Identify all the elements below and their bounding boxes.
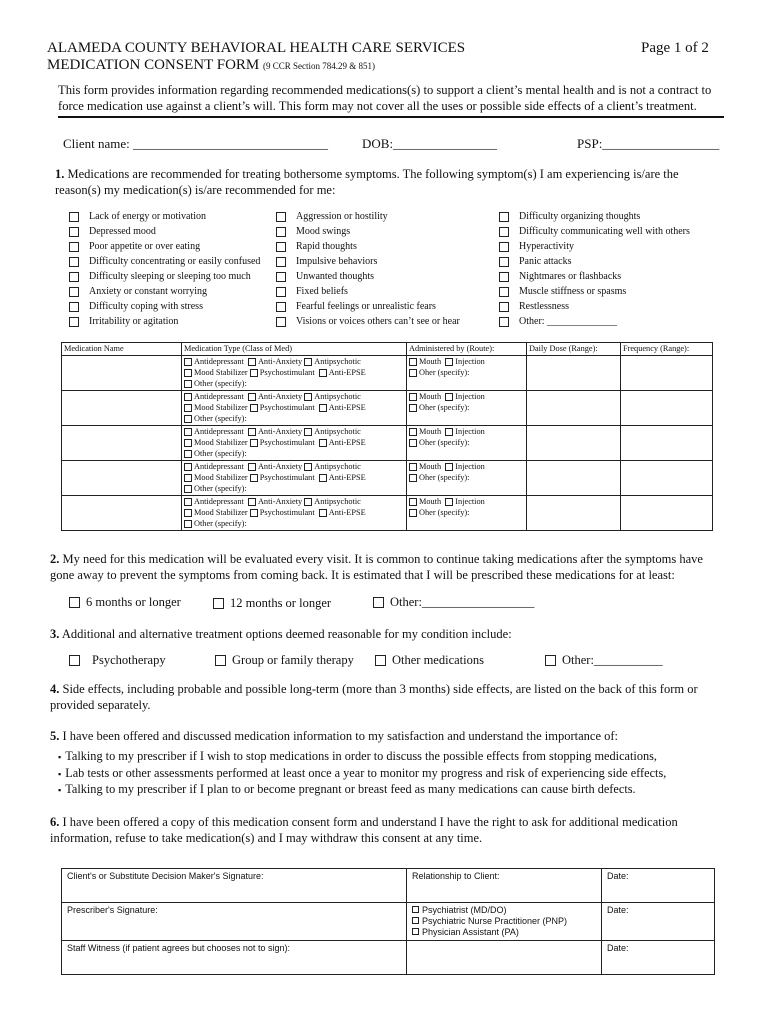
option-label: Anti-Anxiety <box>257 497 303 506</box>
frequency-cell[interactable] <box>621 461 713 496</box>
symptom-label: Irritability or agitation <box>89 316 179 327</box>
agency-title: ALAMEDA COUNTY BEHAVIORAL HEALTH CARE SERVICES <box>47 40 466 56</box>
medication-name-cell[interactable] <box>62 356 182 391</box>
checkbox[interactable] <box>276 257 286 267</box>
symptom-item[interactable] <box>276 284 496 299</box>
option-label: Mouth <box>419 462 442 471</box>
option-label: Injection <box>455 462 485 471</box>
question-number: 6. <box>50 815 60 829</box>
question-3-text: Additional and alternative treatment options deemed reasonable for my condition include: <box>61 627 512 641</box>
route-cell <box>407 461 527 496</box>
checkbox[interactable] <box>276 227 286 237</box>
question-2-text: My need for this medication will be evaluated every visit. It is common to continue taking medications after the symptoms have gone away to prevent the symptoms from coming back. It is estimated that I will be prescribed these medications for at least: <box>50 552 703 582</box>
route-cell <box>407 356 527 391</box>
checkbox[interactable] <box>248 428 256 436</box>
checkbox[interactable] <box>250 474 258 482</box>
checkbox[interactable] <box>319 404 327 412</box>
symptom-label: Visions or voices others can’t see or hear <box>296 316 460 327</box>
client-name-field[interactable]: Client name: ______________________________ <box>63 136 329 151</box>
medication-type-cell <box>182 496 407 531</box>
list-item: ▪ Lab tests or other assessments performed at least once a year to monitor my progress and risk of experiencing side effects, <box>58 766 738 783</box>
symptom-item[interactable] <box>69 299 274 314</box>
option-label: Injection <box>455 427 485 436</box>
option-label: Psychostimulant <box>259 438 315 447</box>
symptom-item[interactable] <box>499 299 719 314</box>
symptom-item[interactable] <box>69 224 274 239</box>
prescriber-type-options <box>407 903 602 941</box>
symptom-label: Rapid thoughts <box>296 241 357 252</box>
checkbox[interactable] <box>499 257 509 267</box>
option-label: Anti-Anxiety <box>257 462 303 471</box>
checkbox[interactable] <box>319 369 327 377</box>
checkbox[interactable] <box>276 272 286 282</box>
symptom-label: Fearful feelings or unrealistic fears <box>296 301 436 312</box>
form-title-line <box>47 57 375 75</box>
question-5 <box>50 728 730 744</box>
option-label: Oher (specify): <box>419 368 470 377</box>
checkbox[interactable] <box>184 358 192 366</box>
dob-field[interactable]: DOB:________________ <box>362 136 498 151</box>
medication-table <box>61 342 713 531</box>
option-label: Other:___________ <box>562 653 663 667</box>
intro-text: This form provides information regarding recommended medications(s) to support a client’s mental health and is not a contract to force medication use against a client’s will. This form may not cover all the uses or possible side effects of a client’s treatment. <box>58 83 712 113</box>
option-label: Antidepressant <box>194 427 244 436</box>
importance-list <box>58 749 738 799</box>
symptom-label: Poor appetite or over eating <box>89 241 201 252</box>
symptom-item[interactable] <box>276 314 496 329</box>
option-label: Other (specify): <box>194 414 247 423</box>
checkbox[interactable] <box>69 227 79 237</box>
prescriber-type-option[interactable] <box>412 916 596 927</box>
option-label: Anti-EPSE <box>328 508 366 517</box>
table-row <box>62 869 715 903</box>
medication-type-cell <box>182 426 407 461</box>
daily-dose-cell[interactable] <box>527 461 621 496</box>
form-title: MEDICATION CONSENT FORM <box>47 57 260 73</box>
checkbox[interactable] <box>69 302 79 312</box>
option-other-duration[interactable] <box>373 595 534 610</box>
option-label: Anti-Anxiety <box>257 427 303 436</box>
checkbox[interactable] <box>276 317 286 327</box>
option-label: Psychostimulant <box>259 508 315 517</box>
checkbox[interactable] <box>69 257 79 267</box>
option-label: Antipsychotic <box>314 392 361 401</box>
symptom-column-2 <box>276 209 496 329</box>
route-cell <box>407 496 527 531</box>
symptom-column-3 <box>499 209 719 329</box>
medication-name-cell[interactable] <box>62 426 182 461</box>
checkbox[interactable] <box>499 227 509 237</box>
checkbox[interactable] <box>304 428 312 436</box>
column-header: Medication Name <box>62 343 182 356</box>
symptom-label: Anxiety or constant worrying <box>89 286 208 297</box>
checkbox[interactable] <box>184 380 192 388</box>
checkbox[interactable] <box>248 358 256 366</box>
checkbox[interactable] <box>69 597 80 608</box>
symptom-item[interactable] <box>499 284 719 299</box>
option-label: Other (specify): <box>194 519 247 528</box>
option-label: Other (specify): <box>194 449 247 458</box>
checkbox[interactable] <box>319 509 327 517</box>
signature-table <box>61 868 715 975</box>
checkbox[interactable] <box>69 212 79 222</box>
prescriber-type-option[interactable] <box>412 927 596 938</box>
option-label: Other (specify): <box>194 484 247 493</box>
checkbox[interactable] <box>409 369 417 377</box>
question-number: 5. <box>50 729 60 743</box>
checkbox[interactable] <box>184 463 192 471</box>
option-label: Mouth <box>419 392 442 401</box>
checkbox[interactable] <box>276 242 286 252</box>
daily-dose-cell[interactable] <box>527 356 621 391</box>
option-label: Injection <box>455 357 485 366</box>
option-label: Other:__________________ <box>390 595 535 609</box>
symptom-item[interactable] <box>69 209 274 224</box>
option-12-months[interactable] <box>213 596 331 611</box>
relationship-field[interactable]: Relationship to Client: <box>407 869 602 903</box>
checkbox[interactable] <box>184 439 192 447</box>
checkbox[interactable] <box>499 317 509 327</box>
route-cell <box>407 426 527 461</box>
psp-field[interactable]: PSP:__________________ <box>577 136 720 151</box>
symptom-label: Difficulty organizing thoughts <box>519 211 641 222</box>
symptom-label: Mood swings <box>296 226 351 237</box>
checkbox[interactable] <box>250 509 258 517</box>
checkbox[interactable] <box>409 439 417 447</box>
symptom-item[interactable] <box>69 269 274 284</box>
symptom-label: Difficulty coping with stress <box>89 301 203 312</box>
table-row <box>62 391 713 426</box>
question-6 <box>50 814 730 846</box>
option-label: Anti-Anxiety <box>257 357 303 366</box>
checkbox[interactable] <box>445 498 453 506</box>
option-label: Mood Stabilizer <box>194 508 248 517</box>
option-label: Psychiatrist (MD/DO) <box>422 905 507 915</box>
checkbox[interactable] <box>250 369 258 377</box>
option-label: Oher (specify): <box>419 508 470 517</box>
symptom-label: Restlessness <box>519 301 569 312</box>
checkbox[interactable] <box>319 439 327 447</box>
symptom-item[interactable] <box>276 224 496 239</box>
daily-dose-cell[interactable] <box>527 496 621 531</box>
question-1-text: Medications are recommended for treating bothersome symptoms. The following symptom(s) I am experiencing is/are the reason(s) my medication(s) is/are recommended for me: <box>55 167 679 197</box>
table-row <box>62 903 715 941</box>
frequency-cell[interactable] <box>621 496 713 531</box>
checkbox[interactable] <box>445 463 453 471</box>
question-6-text: I have been offered a copy of this medication consent form and understand I have the right to ask for additional medication information, refuse to take medication(s) and I may withdraw this consent at any time. <box>50 815 678 845</box>
option-label: Antipsychotic <box>314 497 361 506</box>
checkbox[interactable] <box>304 393 312 401</box>
symptom-item[interactable] <box>499 269 719 284</box>
checkbox[interactable] <box>409 463 417 471</box>
symptom-item[interactable] <box>276 269 496 284</box>
daily-dose-cell[interactable] <box>527 391 621 426</box>
symptom-label: Hyperactivity <box>519 241 574 252</box>
checkbox[interactable] <box>445 358 453 366</box>
symptom-label: Difficulty sleeping or sleeping too much <box>89 271 251 282</box>
option-label: 12 months or longer <box>230 596 332 610</box>
option-label: Mood Stabilizer <box>194 368 248 377</box>
checkbox[interactable] <box>319 474 327 482</box>
medication-type-cell <box>182 391 407 426</box>
checkbox[interactable] <box>69 287 79 297</box>
table-header-row <box>62 343 713 356</box>
staff-witness-field[interactable]: Staff Witness (if patient agrees but chooses not to sign): <box>62 941 407 975</box>
checkbox[interactable] <box>409 498 417 506</box>
checkbox[interactable] <box>215 655 226 666</box>
prescriber-type-option[interactable] <box>412 905 596 916</box>
checkbox[interactable] <box>250 439 258 447</box>
checkbox[interactable] <box>250 404 258 412</box>
checkbox[interactable] <box>276 302 286 312</box>
checkbox[interactable] <box>412 928 419 935</box>
checkbox[interactable] <box>499 272 509 282</box>
option-label: Oher (specify): <box>419 438 470 447</box>
checkbox[interactable] <box>445 393 453 401</box>
checkbox[interactable] <box>412 917 419 924</box>
option-other-treatment[interactable] <box>545 653 663 668</box>
checkbox[interactable] <box>69 317 79 327</box>
question-number: 4. <box>50 682 60 696</box>
option-label: Mood Stabilizer <box>194 473 248 482</box>
daily-dose-cell[interactable] <box>527 426 621 461</box>
checkbox[interactable] <box>499 287 509 297</box>
option-label: Group or family therapy <box>232 653 354 667</box>
option-psychotherapy[interactable] <box>69 653 166 668</box>
checkbox[interactable] <box>276 287 286 297</box>
column-header: Frequency (Range): <box>621 343 713 356</box>
checkbox[interactable] <box>184 509 192 517</box>
option-6-months[interactable] <box>69 595 181 610</box>
checkbox[interactable] <box>304 358 312 366</box>
checkbox[interactable] <box>248 498 256 506</box>
question-2 <box>50 551 720 583</box>
date-field[interactable]: Date: <box>602 869 715 903</box>
symptom-item[interactable] <box>499 239 719 254</box>
symptom-item[interactable] <box>276 209 496 224</box>
symptom-label: Unwanted thoughts <box>296 271 375 282</box>
symptom-item[interactable] <box>69 254 274 269</box>
medication-name-cell[interactable] <box>62 496 182 531</box>
option-label: Mood Stabilizer <box>194 403 248 412</box>
option-label: Mouth <box>419 357 442 366</box>
checkbox[interactable] <box>304 463 312 471</box>
symptom-item[interactable] <box>499 254 719 269</box>
option-label: Anti-EPSE <box>328 473 366 482</box>
question-3 <box>50 626 720 642</box>
client-signature-field[interactable]: Client's or Substitute Decision Maker's Signature: <box>62 869 407 903</box>
option-label: Antipsychotic <box>314 427 361 436</box>
option-label: Mouth <box>419 427 442 436</box>
option-label: Antidepressant <box>194 462 244 471</box>
date-field[interactable]: Date: <box>602 903 715 941</box>
frequency-cell[interactable] <box>621 356 713 391</box>
checkbox[interactable] <box>184 415 192 423</box>
option-group-therapy[interactable] <box>215 653 354 668</box>
medication-name-cell[interactable] <box>62 391 182 426</box>
checkbox[interactable] <box>499 212 509 222</box>
question-number: 1. <box>55 167 65 181</box>
checkbox[interactable] <box>248 393 256 401</box>
checkbox[interactable] <box>409 404 417 412</box>
option-label: Oher (specify): <box>419 403 470 412</box>
list-item: ▪ Talking to my prescriber if I plan to or become pregnant or breast feed as many medications can cause birth defects. <box>58 782 738 799</box>
symptom-column-1 <box>69 209 274 329</box>
column-header: Medication Type (Class of Med) <box>182 343 407 356</box>
option-label: Mouth <box>419 497 442 506</box>
checkbox[interactable] <box>445 428 453 436</box>
checkbox[interactable] <box>375 655 386 666</box>
medication-type-cell <box>182 356 407 391</box>
checkbox[interactable] <box>304 498 312 506</box>
checkbox[interactable] <box>184 404 192 412</box>
checkbox[interactable] <box>184 485 192 493</box>
prescriber-signature-field[interactable]: Prescriber's Signature: <box>62 903 407 941</box>
symptom-label: Nightmares or flashbacks <box>519 271 622 282</box>
medication-name-cell[interactable] <box>62 461 182 496</box>
checkbox[interactable] <box>248 463 256 471</box>
question-number: 3. <box>50 627 60 641</box>
checkbox[interactable] <box>69 655 80 666</box>
symptom-item[interactable] <box>69 314 274 329</box>
symptom-label: Difficulty communicating well with others <box>519 226 690 237</box>
frequency-cell[interactable] <box>621 426 713 461</box>
form-reference: (9 CCR Section 784.29 & 851) <box>263 61 375 71</box>
checkbox[interactable] <box>409 358 417 366</box>
question-5-text: I have been offered and discussed medication information to my satisfaction and understand the importance of: <box>62 729 618 743</box>
symptom-label: Aggression or hostility <box>296 211 388 222</box>
checkbox[interactable] <box>184 498 192 506</box>
symptom-item[interactable] <box>276 254 496 269</box>
option-label: 6 months or longer <box>86 595 181 609</box>
option-label: Antidepressant <box>194 392 244 401</box>
divider <box>58 116 724 118</box>
option-label: Oher (specify): <box>419 473 470 482</box>
symptom-label: Muscle stiffness or spasms <box>519 286 627 297</box>
question-4-text: Side effects, including probable and possible long-term (more than 3 months) side effects, are listed on the back of this form or provided separately. <box>50 682 698 712</box>
symptom-label: Lack of energy or motivation <box>89 211 207 222</box>
date-field[interactable]: Date: <box>602 941 715 975</box>
checkbox[interactable] <box>373 597 384 608</box>
table-row <box>62 461 713 496</box>
checkbox[interactable] <box>545 655 556 666</box>
option-label: Antidepressant <box>194 497 244 506</box>
option-label: Antipsychotic <box>314 462 361 471</box>
option-label: Other medications <box>392 653 484 667</box>
checkbox[interactable] <box>409 428 417 436</box>
checkbox[interactable] <box>69 242 79 252</box>
medication-type-cell <box>182 461 407 496</box>
checkbox[interactable] <box>184 520 192 528</box>
option-label: Anti-EPSE <box>328 438 366 447</box>
checkbox[interactable] <box>184 474 192 482</box>
table-row <box>62 941 715 975</box>
table-row <box>62 356 713 391</box>
symptom-label: Fixed beliefs <box>296 286 348 297</box>
option-label: Anti-EPSE <box>328 368 366 377</box>
option-label: Physician Assistant (PA) <box>422 927 519 937</box>
checkbox[interactable] <box>184 428 192 436</box>
checkbox[interactable] <box>184 450 192 458</box>
symptom-item[interactable] <box>69 239 274 254</box>
question-number: 2. <box>50 552 60 566</box>
question-1 <box>55 166 705 198</box>
option-label: Psychostimulant <box>259 473 315 482</box>
option-label: Psychostimulant <box>259 403 315 412</box>
symptom-item[interactable] <box>69 284 274 299</box>
checkbox[interactable] <box>184 393 192 401</box>
checkbox[interactable] <box>409 474 417 482</box>
table-row <box>62 496 713 531</box>
checkbox[interactable] <box>412 906 419 913</box>
checkbox[interactable] <box>69 272 79 282</box>
symptom-label: Panic attacks <box>519 256 572 267</box>
symptom-item[interactable] <box>276 239 496 254</box>
option-label: Psychiatric Nurse Practitioner (PNP) <box>422 916 568 926</box>
checkbox[interactable] <box>499 242 509 252</box>
symptom-item[interactable] <box>276 299 496 314</box>
symptom-item[interactable] <box>499 314 719 329</box>
route-cell <box>407 391 527 426</box>
symptom-label: Difficulty concentrating or easily confused <box>89 256 261 267</box>
option-label: Antidepressant <box>194 357 244 366</box>
checkbox[interactable] <box>184 369 192 377</box>
column-header: Administered by (Route): <box>407 343 527 356</box>
option-label: Other (specify): <box>194 379 247 388</box>
symptom-item[interactable] <box>499 224 719 239</box>
page-number: Page 1 of 2 <box>641 40 709 56</box>
checkbox[interactable] <box>276 212 286 222</box>
empty-cell[interactable] <box>407 941 602 975</box>
option-label: Injection <box>455 392 485 401</box>
option-other-medications[interactable] <box>375 653 484 668</box>
symptom-label: Depressed mood <box>89 226 156 237</box>
column-header: Daily Dose (Range): <box>527 343 621 356</box>
checkbox[interactable] <box>499 302 509 312</box>
option-label: Psychotherapy <box>92 653 166 667</box>
option-label: Psychostimulant <box>259 368 315 377</box>
option-label: Injection <box>455 497 485 506</box>
frequency-cell[interactable] <box>621 391 713 426</box>
list-item: ▪ Talking to my prescriber if I wish to stop medications in order to discuss the possible effects from stopping medications, <box>58 749 738 766</box>
checkbox[interactable] <box>409 509 417 517</box>
question-4 <box>50 681 720 713</box>
option-label: Anti-Anxiety <box>257 392 303 401</box>
checkbox[interactable] <box>213 598 224 609</box>
option-label: Mood Stabilizer <box>194 438 248 447</box>
table-row <box>62 426 713 461</box>
symptom-label: Impulsive behaviors <box>296 256 378 267</box>
option-label: Antipsychotic <box>314 357 361 366</box>
checkbox[interactable] <box>409 393 417 401</box>
option-label: Anti-EPSE <box>328 403 366 412</box>
symptom-label: Other: ______________ <box>519 316 618 327</box>
symptom-item[interactable] <box>499 209 719 224</box>
